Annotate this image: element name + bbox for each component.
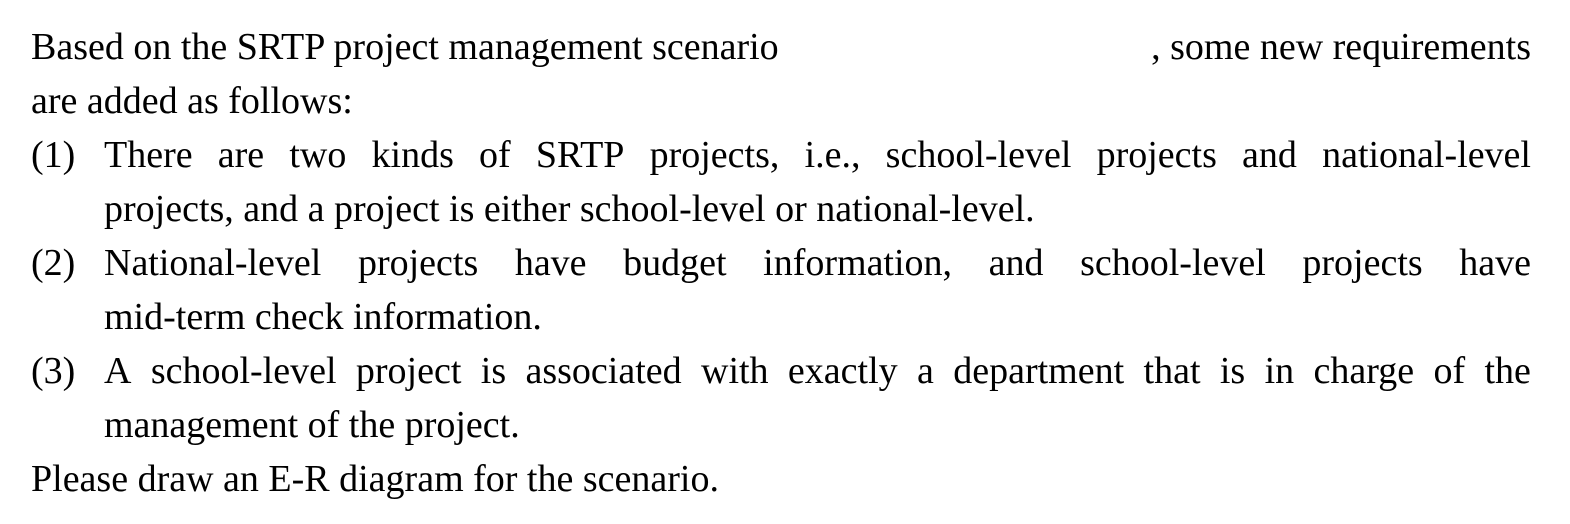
intro-line-1 <box>31 20 1531 74</box>
word: school-level <box>150 350 337 392</box>
requirement-line-2: management of the project. <box>104 404 520 446</box>
word: exactly <box>787 350 898 392</box>
requirement-number: (1) <box>31 134 76 176</box>
word: of <box>1433 350 1466 392</box>
intro-text-left: Based on the SRTP project management scenario <box>31 26 779 68</box>
word: is <box>1219 350 1246 392</box>
requirement-line-1 <box>104 344 1531 398</box>
word: a <box>917 350 934 392</box>
word: have <box>514 242 587 284</box>
requirement-line-2: projects, and a project is either school-level or national-level. <box>104 188 1035 230</box>
requirement-body <box>104 344 1531 452</box>
word: have <box>1459 242 1531 284</box>
word: two <box>289 134 347 176</box>
requirement-line-1 <box>104 236 1531 290</box>
intro-text-right: , some new requirements <box>1151 26 1531 68</box>
word: There <box>104 134 193 176</box>
word: national-level <box>1322 134 1531 176</box>
requirement-number: (2) <box>31 242 76 284</box>
word: SRTP <box>535 134 625 176</box>
word: department <box>953 350 1125 392</box>
word: i.e., <box>804 134 861 176</box>
word: budget <box>623 242 727 284</box>
blank-gap <box>846 20 1084 74</box>
question-text <box>31 20 1531 506</box>
closing-instruction: Please draw an E-R diagram for the scenario. <box>31 458 719 500</box>
word: projects, <box>649 134 780 176</box>
requirement-item-2 <box>31 236 1531 344</box>
word: associated <box>525 350 682 392</box>
word: project <box>355 350 462 392</box>
word: school-level <box>885 134 1072 176</box>
requirement-body <box>104 128 1531 236</box>
word: with <box>701 350 769 392</box>
word: A <box>104 350 132 392</box>
word: in <box>1264 350 1295 392</box>
word: and <box>1242 134 1297 176</box>
word: projects <box>357 242 479 284</box>
word: charge <box>1313 350 1415 392</box>
word: is <box>480 350 507 392</box>
word: of <box>479 134 511 176</box>
requirement-body <box>104 236 1531 344</box>
word: the <box>1484 350 1531 392</box>
requirement-item-3 <box>31 344 1531 452</box>
word: that <box>1143 350 1201 392</box>
requirement-line-2: mid-term check information. <box>104 296 542 338</box>
requirement-item-1 <box>31 128 1531 236</box>
word: projects <box>1302 242 1423 284</box>
word: are <box>217 134 265 176</box>
intro-line-2: are added as follows: <box>31 80 353 122</box>
word: information, <box>763 242 953 284</box>
word: and <box>988 242 1044 284</box>
word: kinds <box>371 134 454 176</box>
requirement-number: (3) <box>31 350 76 392</box>
word: projects <box>1096 134 1217 176</box>
word: National-level <box>104 242 322 284</box>
word: school-level <box>1080 242 1266 284</box>
requirement-line-1 <box>104 128 1531 182</box>
